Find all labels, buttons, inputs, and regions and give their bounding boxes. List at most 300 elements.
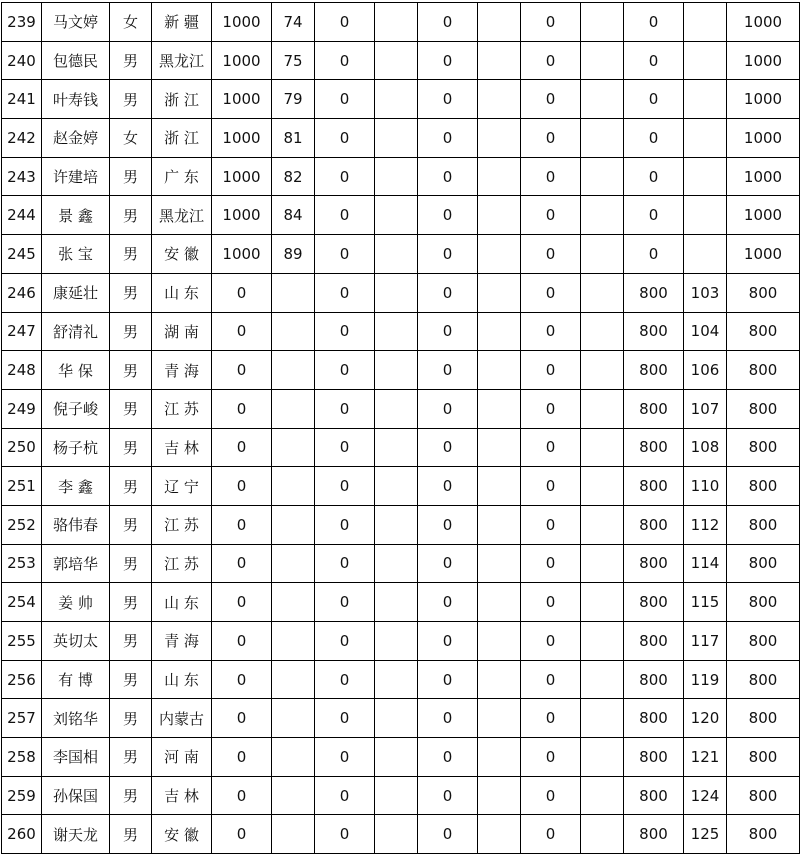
rank-d-cell xyxy=(581,815,624,854)
rank-c-cell xyxy=(478,273,521,312)
rank-b-cell xyxy=(375,312,418,351)
score-c-cell: 0 xyxy=(418,41,478,80)
rank-e-cell: 107 xyxy=(684,389,727,428)
gender-cell: 男 xyxy=(110,389,152,428)
rank-e-cell: 125 xyxy=(684,815,727,854)
rank-e-cell xyxy=(684,119,727,158)
province-cell: 安 徽 xyxy=(152,815,212,854)
score-b-cell: 0 xyxy=(315,505,375,544)
rank-a-cell xyxy=(272,699,315,738)
table-row xyxy=(2,505,800,544)
total-cell: 800 xyxy=(727,273,800,312)
score-e-cell: 800 xyxy=(624,544,684,583)
score-c-cell: 0 xyxy=(418,273,478,312)
rank-c-cell xyxy=(478,776,521,815)
name-cell: 有 博 xyxy=(42,660,110,699)
score-e-cell: 0 xyxy=(624,41,684,80)
gender-cell: 男 xyxy=(110,776,152,815)
rank-cell: 255 xyxy=(2,622,42,661)
gender-cell: 男 xyxy=(110,196,152,235)
score-e-cell: 0 xyxy=(624,157,684,196)
province-cell: 山 东 xyxy=(152,273,212,312)
score-b-cell: 0 xyxy=(315,544,375,583)
score-e-cell: 800 xyxy=(624,660,684,699)
gender-cell: 男 xyxy=(110,738,152,777)
rank-a-cell xyxy=(272,312,315,351)
rank-e-cell: 112 xyxy=(684,505,727,544)
score-e-cell: 800 xyxy=(624,428,684,467)
score-b-cell: 0 xyxy=(315,312,375,351)
total-cell: 800 xyxy=(727,312,800,351)
score-b-cell: 0 xyxy=(315,351,375,390)
rank-a-cell xyxy=(272,467,315,506)
score-b-cell: 0 xyxy=(315,273,375,312)
score-b-cell: 0 xyxy=(315,738,375,777)
score-a-cell: 0 xyxy=(212,312,272,351)
province-cell: 江 苏 xyxy=(152,505,212,544)
total-cell: 800 xyxy=(727,660,800,699)
rank-c-cell xyxy=(478,699,521,738)
rank-a-cell xyxy=(272,660,315,699)
score-a-cell: 0 xyxy=(212,776,272,815)
score-b-cell: 0 xyxy=(315,428,375,467)
rank-a-cell: 81 xyxy=(272,119,315,158)
score-a-cell: 0 xyxy=(212,622,272,661)
score-c-cell: 0 xyxy=(418,815,478,854)
gender-cell: 女 xyxy=(110,3,152,42)
name-cell: 郭培华 xyxy=(42,544,110,583)
name-cell: 李 鑫 xyxy=(42,467,110,506)
table-row xyxy=(2,815,800,854)
rank-c-cell xyxy=(478,622,521,661)
total-cell: 800 xyxy=(727,815,800,854)
rank-e-cell: 121 xyxy=(684,738,727,777)
table-row xyxy=(2,196,800,235)
score-e-cell: 800 xyxy=(624,505,684,544)
rank-d-cell xyxy=(581,544,624,583)
score-c-cell: 0 xyxy=(418,351,478,390)
score-a-cell: 0 xyxy=(212,660,272,699)
province-cell: 黑龙江 xyxy=(152,196,212,235)
score-b-cell: 0 xyxy=(315,467,375,506)
rank-c-cell xyxy=(478,196,521,235)
rank-d-cell xyxy=(581,3,624,42)
rank-cell: 247 xyxy=(2,312,42,351)
table-row xyxy=(2,622,800,661)
score-d-cell: 0 xyxy=(521,776,581,815)
name-cell: 华 保 xyxy=(42,351,110,390)
rank-e-cell: 114 xyxy=(684,544,727,583)
rank-b-cell xyxy=(375,389,418,428)
table-row xyxy=(2,738,800,777)
rank-d-cell xyxy=(581,467,624,506)
table-row xyxy=(2,3,800,42)
province-cell: 吉 林 xyxy=(152,776,212,815)
score-d-cell: 0 xyxy=(521,815,581,854)
gender-cell: 男 xyxy=(110,80,152,119)
score-b-cell: 0 xyxy=(315,815,375,854)
rank-a-cell xyxy=(272,505,315,544)
rank-b-cell xyxy=(375,699,418,738)
score-d-cell: 0 xyxy=(521,80,581,119)
score-a-cell: 0 xyxy=(212,428,272,467)
total-cell: 1000 xyxy=(727,235,800,274)
rank-d-cell xyxy=(581,699,624,738)
score-a-cell: 1000 xyxy=(212,3,272,42)
score-d-cell: 0 xyxy=(521,273,581,312)
province-cell: 江 苏 xyxy=(152,389,212,428)
score-b-cell: 0 xyxy=(315,389,375,428)
score-d-cell: 0 xyxy=(521,312,581,351)
score-b-cell: 0 xyxy=(315,660,375,699)
rank-cell: 239 xyxy=(2,3,42,42)
rank-d-cell xyxy=(581,738,624,777)
gender-cell: 男 xyxy=(110,544,152,583)
rank-cell: 249 xyxy=(2,389,42,428)
rank-b-cell xyxy=(375,235,418,274)
rank-b-cell xyxy=(375,467,418,506)
rank-cell: 257 xyxy=(2,699,42,738)
rank-c-cell xyxy=(478,389,521,428)
rank-d-cell xyxy=(581,583,624,622)
name-cell: 张 宝 xyxy=(42,235,110,274)
rank-e-cell: 120 xyxy=(684,699,727,738)
score-d-cell: 0 xyxy=(521,41,581,80)
score-e-cell: 0 xyxy=(624,119,684,158)
province-cell: 浙 江 xyxy=(152,119,212,158)
score-table xyxy=(1,2,800,854)
score-c-cell: 0 xyxy=(418,80,478,119)
rank-a-cell xyxy=(272,815,315,854)
rank-e-cell xyxy=(684,80,727,119)
total-cell: 800 xyxy=(727,776,800,815)
rank-d-cell xyxy=(581,273,624,312)
rank-a-cell xyxy=(272,428,315,467)
gender-cell: 男 xyxy=(110,351,152,390)
score-b-cell: 0 xyxy=(315,41,375,80)
score-a-cell: 0 xyxy=(212,389,272,428)
gender-cell: 男 xyxy=(110,428,152,467)
score-c-cell: 0 xyxy=(418,776,478,815)
rank-c-cell xyxy=(478,467,521,506)
score-d-cell: 0 xyxy=(521,157,581,196)
rank-b-cell xyxy=(375,544,418,583)
rank-e-cell: 115 xyxy=(684,583,727,622)
rank-e-cell xyxy=(684,196,727,235)
rank-c-cell xyxy=(478,312,521,351)
score-d-cell: 0 xyxy=(521,351,581,390)
rank-c-cell xyxy=(478,505,521,544)
rank-a-cell: 74 xyxy=(272,3,315,42)
score-c-cell: 0 xyxy=(418,235,478,274)
table-row xyxy=(2,389,800,428)
score-b-cell: 0 xyxy=(315,699,375,738)
score-d-cell: 0 xyxy=(521,196,581,235)
score-a-cell: 1000 xyxy=(212,41,272,80)
rank-cell: 258 xyxy=(2,738,42,777)
rank-cell: 242 xyxy=(2,119,42,158)
score-d-cell: 0 xyxy=(521,467,581,506)
rank-a-cell: 89 xyxy=(272,235,315,274)
gender-cell: 男 xyxy=(110,312,152,351)
rank-b-cell xyxy=(375,351,418,390)
rank-a-cell xyxy=(272,389,315,428)
total-cell: 800 xyxy=(727,351,800,390)
rank-d-cell xyxy=(581,389,624,428)
score-d-cell: 0 xyxy=(521,119,581,158)
name-cell: 景 鑫 xyxy=(42,196,110,235)
gender-cell: 男 xyxy=(110,41,152,80)
rank-c-cell xyxy=(478,351,521,390)
name-cell: 谢天龙 xyxy=(42,815,110,854)
name-cell: 倪子峻 xyxy=(42,389,110,428)
score-a-cell: 1000 xyxy=(212,235,272,274)
rank-e-cell: 110 xyxy=(684,467,727,506)
total-cell: 800 xyxy=(727,428,800,467)
table-row xyxy=(2,583,800,622)
score-d-cell: 0 xyxy=(521,738,581,777)
rank-b-cell xyxy=(375,583,418,622)
rank-b-cell xyxy=(375,738,418,777)
score-c-cell: 0 xyxy=(418,622,478,661)
gender-cell: 男 xyxy=(110,235,152,274)
rank-b-cell xyxy=(375,80,418,119)
name-cell: 包德民 xyxy=(42,41,110,80)
score-d-cell: 0 xyxy=(521,428,581,467)
rank-c-cell xyxy=(478,544,521,583)
score-d-cell: 0 xyxy=(521,235,581,274)
score-b-cell: 0 xyxy=(315,196,375,235)
rank-d-cell xyxy=(581,41,624,80)
rank-a-cell: 79 xyxy=(272,80,315,119)
table-row xyxy=(2,544,800,583)
total-cell: 800 xyxy=(727,467,800,506)
rank-e-cell: 124 xyxy=(684,776,727,815)
gender-cell: 男 xyxy=(110,622,152,661)
score-c-cell: 0 xyxy=(418,428,478,467)
rank-a-cell: 75 xyxy=(272,41,315,80)
rank-d-cell xyxy=(581,622,624,661)
rank-a-cell xyxy=(272,622,315,661)
score-a-cell: 0 xyxy=(212,544,272,583)
score-e-cell: 800 xyxy=(624,273,684,312)
gender-cell: 男 xyxy=(110,273,152,312)
province-cell: 青 海 xyxy=(152,351,212,390)
score-a-cell: 1000 xyxy=(212,80,272,119)
rank-d-cell xyxy=(581,428,624,467)
province-cell: 青 海 xyxy=(152,622,212,661)
province-cell: 新 疆 xyxy=(152,3,212,42)
table-row xyxy=(2,776,800,815)
rank-a-cell xyxy=(272,544,315,583)
rank-d-cell xyxy=(581,505,624,544)
score-c-cell: 0 xyxy=(418,312,478,351)
name-cell: 骆伟春 xyxy=(42,505,110,544)
rank-d-cell xyxy=(581,119,624,158)
total-cell: 1000 xyxy=(727,119,800,158)
rank-a-cell xyxy=(272,776,315,815)
gender-cell: 女 xyxy=(110,119,152,158)
rank-a-cell: 84 xyxy=(272,196,315,235)
score-b-cell: 0 xyxy=(315,622,375,661)
rank-c-cell xyxy=(478,738,521,777)
rank-b-cell xyxy=(375,505,418,544)
name-cell: 英切太 xyxy=(42,622,110,661)
gender-cell: 男 xyxy=(110,660,152,699)
score-a-cell: 1000 xyxy=(212,119,272,158)
score-a-cell: 0 xyxy=(212,738,272,777)
name-cell: 姜 帅 xyxy=(42,583,110,622)
score-b-cell: 0 xyxy=(315,3,375,42)
rank-d-cell xyxy=(581,660,624,699)
score-b-cell: 0 xyxy=(315,583,375,622)
score-a-cell: 0 xyxy=(212,273,272,312)
score-d-cell: 0 xyxy=(521,583,581,622)
table-row xyxy=(2,467,800,506)
score-c-cell: 0 xyxy=(418,119,478,158)
rank-c-cell xyxy=(478,3,521,42)
rank-c-cell xyxy=(478,428,521,467)
score-a-cell: 1000 xyxy=(212,157,272,196)
score-e-cell: 800 xyxy=(624,738,684,777)
rank-cell: 244 xyxy=(2,196,42,235)
table-row xyxy=(2,80,800,119)
rank-e-cell xyxy=(684,235,727,274)
rank-b-cell xyxy=(375,428,418,467)
score-e-cell: 800 xyxy=(624,622,684,661)
score-c-cell: 0 xyxy=(418,660,478,699)
score-d-cell: 0 xyxy=(521,505,581,544)
score-c-cell: 0 xyxy=(418,389,478,428)
rank-cell: 245 xyxy=(2,235,42,274)
score-b-cell: 0 xyxy=(315,157,375,196)
table-row xyxy=(2,273,800,312)
score-d-cell: 0 xyxy=(521,389,581,428)
rank-c-cell xyxy=(478,815,521,854)
rank-d-cell xyxy=(581,80,624,119)
table-row xyxy=(2,699,800,738)
total-cell: 800 xyxy=(727,622,800,661)
score-c-cell: 0 xyxy=(418,544,478,583)
province-cell: 吉 林 xyxy=(152,428,212,467)
score-a-cell: 1000 xyxy=(212,196,272,235)
rank-a-cell xyxy=(272,273,315,312)
rank-b-cell xyxy=(375,815,418,854)
rank-a-cell xyxy=(272,738,315,777)
rank-b-cell xyxy=(375,660,418,699)
table-row xyxy=(2,660,800,699)
rank-c-cell xyxy=(478,41,521,80)
rank-cell: 241 xyxy=(2,80,42,119)
rank-a-cell xyxy=(272,351,315,390)
score-c-cell: 0 xyxy=(418,583,478,622)
rank-cell: 256 xyxy=(2,660,42,699)
score-d-cell: 0 xyxy=(521,660,581,699)
gender-cell: 男 xyxy=(110,583,152,622)
rank-cell: 259 xyxy=(2,776,42,815)
total-cell: 1000 xyxy=(727,157,800,196)
total-cell: 800 xyxy=(727,738,800,777)
rank-b-cell xyxy=(375,273,418,312)
table-row xyxy=(2,428,800,467)
total-cell: 1000 xyxy=(727,3,800,42)
score-a-cell: 0 xyxy=(212,583,272,622)
score-e-cell: 800 xyxy=(624,312,684,351)
score-a-cell: 0 xyxy=(212,699,272,738)
province-cell: 河 南 xyxy=(152,738,212,777)
table-row xyxy=(2,235,800,274)
total-cell: 800 xyxy=(727,583,800,622)
total-cell: 800 xyxy=(727,389,800,428)
name-cell: 赵金婷 xyxy=(42,119,110,158)
table-row xyxy=(2,119,800,158)
total-cell: 800 xyxy=(727,544,800,583)
gender-cell: 男 xyxy=(110,467,152,506)
province-cell: 山 东 xyxy=(152,660,212,699)
province-cell: 山 东 xyxy=(152,583,212,622)
name-cell: 孙保国 xyxy=(42,776,110,815)
score-c-cell: 0 xyxy=(418,157,478,196)
rank-b-cell xyxy=(375,3,418,42)
rank-b-cell xyxy=(375,119,418,158)
score-d-cell: 0 xyxy=(521,622,581,661)
score-e-cell: 800 xyxy=(624,351,684,390)
rank-cell: 254 xyxy=(2,583,42,622)
score-d-cell: 0 xyxy=(521,544,581,583)
gender-cell: 男 xyxy=(110,157,152,196)
score-b-cell: 0 xyxy=(315,80,375,119)
score-e-cell: 800 xyxy=(624,815,684,854)
gender-cell: 男 xyxy=(110,699,152,738)
name-cell: 许建培 xyxy=(42,157,110,196)
rank-cell: 252 xyxy=(2,505,42,544)
score-e-cell: 0 xyxy=(624,235,684,274)
table-row xyxy=(2,157,800,196)
table-row xyxy=(2,351,800,390)
name-cell: 马文婷 xyxy=(42,3,110,42)
rank-e-cell xyxy=(684,41,727,80)
score-e-cell: 0 xyxy=(624,80,684,119)
score-b-cell: 0 xyxy=(315,119,375,158)
rank-a-cell: 82 xyxy=(272,157,315,196)
total-cell: 1000 xyxy=(727,196,800,235)
rank-cell: 248 xyxy=(2,351,42,390)
rank-c-cell xyxy=(478,119,521,158)
name-cell: 舒清礼 xyxy=(42,312,110,351)
total-cell: 1000 xyxy=(727,80,800,119)
total-cell: 800 xyxy=(727,699,800,738)
rank-e-cell: 119 xyxy=(684,660,727,699)
rank-b-cell xyxy=(375,41,418,80)
rank-cell: 243 xyxy=(2,157,42,196)
gender-cell: 男 xyxy=(110,505,152,544)
score-b-cell: 0 xyxy=(315,776,375,815)
score-e-cell: 0 xyxy=(624,3,684,42)
rank-d-cell xyxy=(581,157,624,196)
score-c-cell: 0 xyxy=(418,738,478,777)
rank-d-cell xyxy=(581,196,624,235)
gender-cell: 男 xyxy=(110,815,152,854)
total-cell: 1000 xyxy=(727,41,800,80)
rank-cell: 250 xyxy=(2,428,42,467)
rank-b-cell xyxy=(375,622,418,661)
rank-c-cell xyxy=(478,660,521,699)
province-cell: 内蒙古 xyxy=(152,699,212,738)
table-row xyxy=(2,312,800,351)
rank-c-cell xyxy=(478,80,521,119)
rank-d-cell xyxy=(581,351,624,390)
score-d-cell: 0 xyxy=(521,699,581,738)
